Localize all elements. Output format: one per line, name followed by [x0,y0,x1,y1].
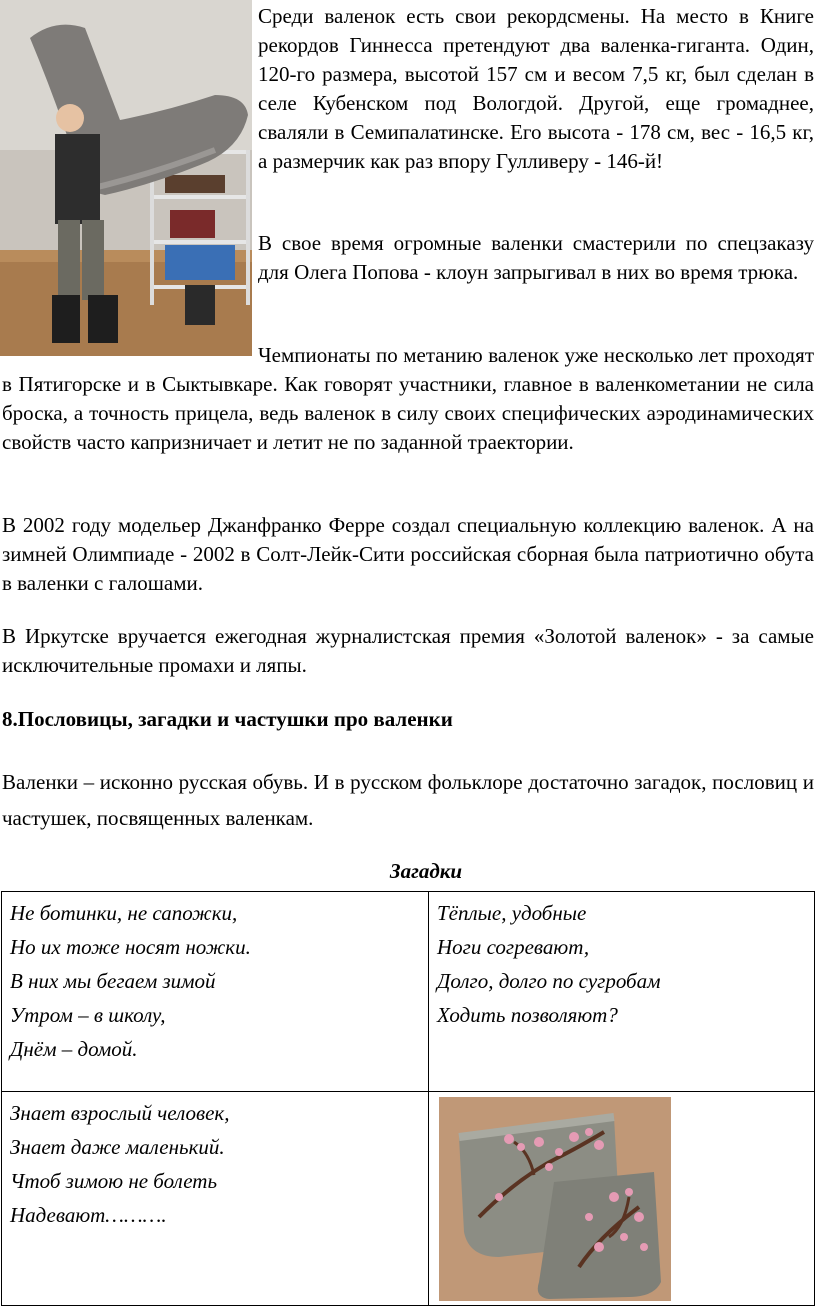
riddle-line: Днём – домой. [10,1037,138,1061]
paragraph-records: Среди валенок есть свои рекордсмены. На место в Книге рекордов Гиннесса претендуют два валенка-гиганта. Один, 120-го размера, высотой 157 см и весом 7,5 кг, был сделан в селе Кубенском под Вологдой. Другой, еще громаднее, сваляли в Семипалатинске. Его высота - 178 см, вес - 16,5 кг, а размерчик как раз впору Гулливеру - 146-й! [258,4,814,173]
riddle-line: Тёплые, удобные [437,901,587,925]
riddle-cell-1 [2,892,429,1092]
riddle-line: Ноги согревают, [437,935,590,959]
paragraph-popov: В свое время огромные валенки смастерили по спецзаказу для Олега Попова - клоун запрыгивал в них во время трюка. [258,231,814,284]
riddle-cell-3 [2,1092,429,1306]
riddles-table [1,891,815,1306]
riddle-line: Надевают………. [10,1203,167,1227]
riddle-line: Но их тоже носят ножки. [10,935,251,959]
riddle-line: Чтоб зимою не болеть [10,1169,218,1193]
table-caption: Загадки [389,859,463,883]
riddle-line: Не ботинки, не сапожки, [10,901,238,925]
riddle-line: Знает даже маленький. [10,1135,225,1159]
riddle-line: Знает взрослый человек, [10,1101,230,1125]
section-heading: 8.Пословицы, загадки и частушки про валенки [2,707,453,731]
giant-valenok-photo [0,0,252,356]
paragraph-folklore: Валенки – исконно русская обувь. И в русском фольклоре достаточно загадок, пословиц и частушек, посвященных валенкам. [2,770,814,830]
riddle-cell-2 [429,892,815,1092]
paragraph-championships: Чемпионаты по метанию валенок уже несколько лет проходят в Пятигорске и в Сыктывкаре. Как говорят участники, главное в валенкометании не сила броска, а точность прицела, ведь валенок в силу своих специфических аэродинамических свойств часто капризничает и летит не по заданной траектории. [2,343,814,454]
paragraph-golden-valenok: В Иркутске вручается ежегодная журналистская премия «Золотой валенок» - за самые исключительные промахи и ляпы. [2,624,814,677]
image-cell [429,1092,815,1306]
riddle-line: В них мы бегаем зимой [10,969,216,993]
embroidered-valenki-photo [439,1097,671,1301]
riddle-line: Утром – в школу, [10,1003,166,1027]
paragraph-ferre: В 2002 году модельер Джанфранко Ферре создал специальную коллекцию валенок. А на зимней Олимпиаде - 2002 в Солт-Лейк-Сити российская сборная была патриотично обута в валенки с галошами. [2,513,814,595]
riddle-line: Долго, долго по сугробам [437,969,661,993]
table-row [2,1092,815,1306]
table-row [2,892,815,1092]
riddle-line: Ходить позволяют? [437,1003,618,1027]
